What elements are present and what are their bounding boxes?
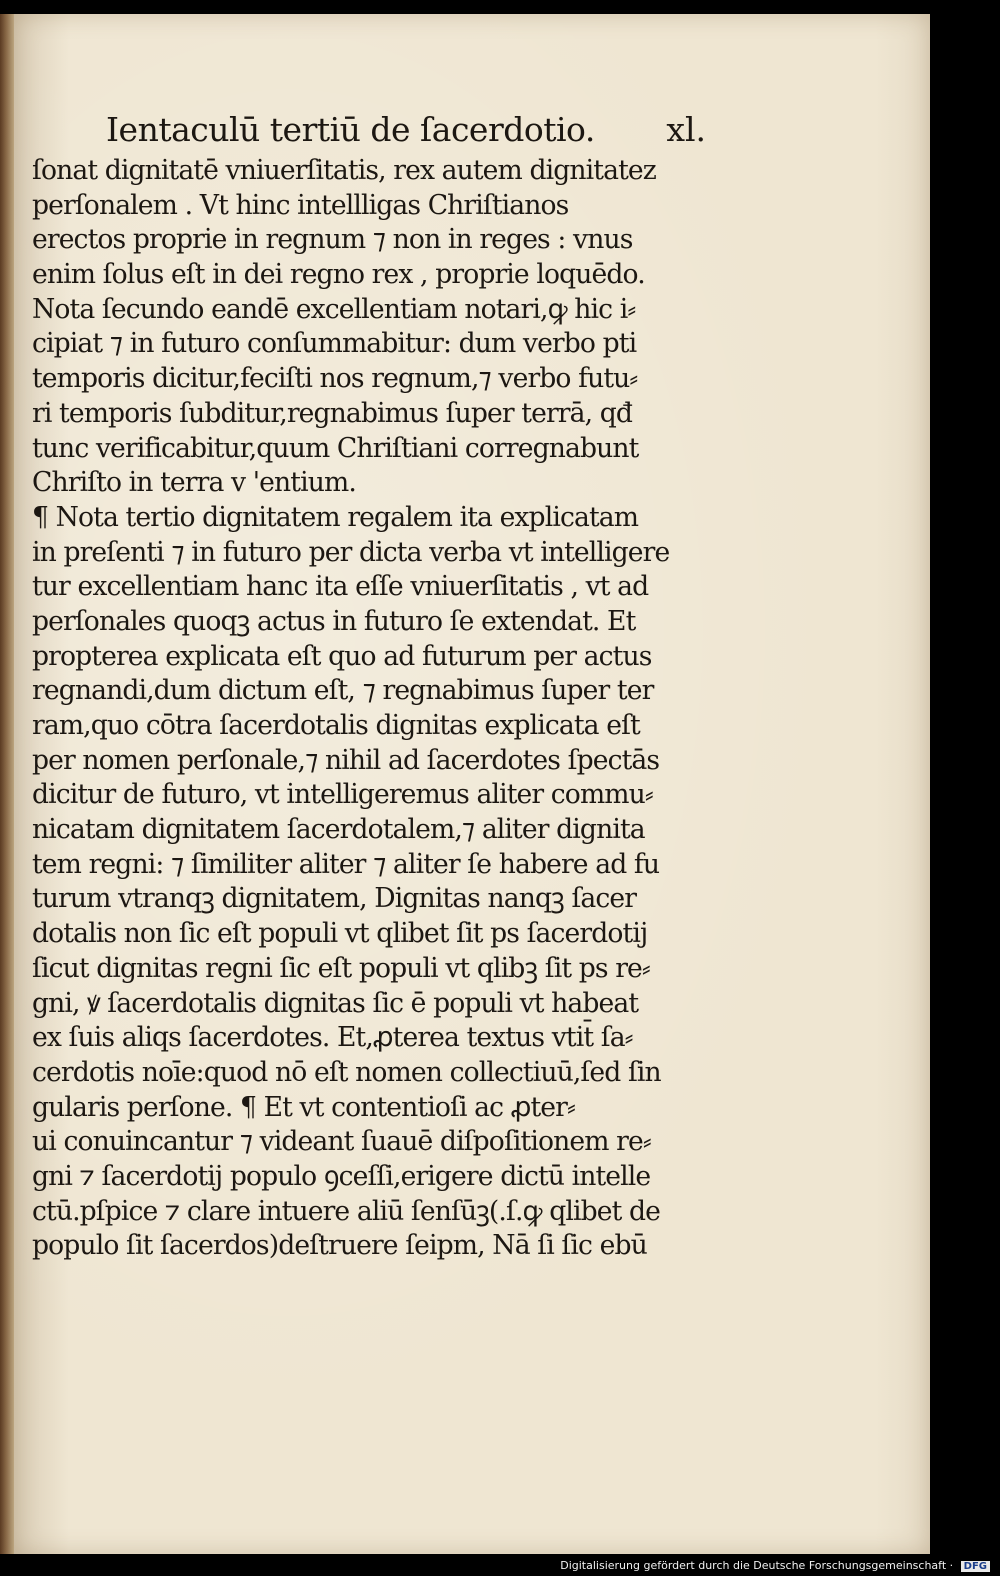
- folio-number: xl.: [666, 110, 706, 149]
- text-line: perſonales quoqꝫ actus in futuro ſe extendat. Et: [32, 605, 636, 637]
- text-line: per nomen perſonale,⁊ nihil ad ſacerdotes ſpectās: [32, 744, 660, 776]
- text-line: gni, ꝟ ſacerdotalis dignitas ſic ē populi vt habeat: [32, 987, 639, 1019]
- text-line: cipiat ⁊ in futuro conſummabitur: dum verbo pti: [32, 328, 637, 360]
- text-line: Nota ſecundo eandē excellentiam notari,ꝙ hic i⸗: [32, 293, 636, 325]
- text-line: regnandi,dum dictum eſt, ⁊ regnabimus ſuper ter: [32, 675, 654, 707]
- text-line: perſonalem . Vt hinc intellligas Chriſtianos: [32, 189, 569, 221]
- text-line: nicatam dignitatem ſacerdotalem,⁊ aliter dignita: [32, 814, 645, 846]
- text-line: turum vtranqꝫ dignitatem, Dignitas nanqꝫ ſacer: [32, 883, 637, 915]
- text-line: ui conuincantur ⁊ videant ſuauē diſpoſitionem re⸗: [32, 1126, 651, 1158]
- text-line: dicitur de futuro, vt intelligeremus aliter commu⸗: [32, 779, 653, 811]
- text-line: ¶ Nota tertio dignitatem regalem ita explicatam: [32, 501, 639, 533]
- text-line: gularis perſone. ¶ Et vt contentioſi ac ꝓter⸗: [32, 1091, 575, 1123]
- text-line: propterea explicata eſt quo ad futurum per actus: [32, 640, 652, 672]
- text-line: populo ſit ſacerdos)deſtruere ſeipm, Nā ſi ſic ebū: [32, 1230, 647, 1262]
- text-line: cerdotis noīe:quod nō eſt nomen collectiuū,ſed ſin: [32, 1056, 661, 1088]
- text-line: Chriſto in terra v 'entium.: [32, 467, 356, 499]
- text-line: tur excellentiam hanc ita eſſe vniuerſitatis , vt ad: [32, 571, 649, 603]
- text-line: ex ſuis aliqs ſacerdotes. Et,ꝓterea textus vtit̄ ſa⸗: [32, 1022, 633, 1054]
- credit-text: Digitalisierung gefördert durch die Deutsche Forschungsgemeinschaft ·: [560, 1559, 954, 1572]
- text-line: temporis dicitur,feciſti nos regnum,⁊ verbo futu⸗: [32, 363, 638, 395]
- text-line: ri temporis ſubditur,regnabimus ſuper terrā, qđ: [32, 397, 633, 429]
- text-line: in preſenti ⁊ in futuro per dicta verba vt intelligere: [32, 536, 670, 568]
- text-line: ſicut dignitas regni ſic eſt populi vt qlibꝫ ſit ps re⸗: [32, 952, 650, 984]
- running-title: Ientaculū tertiū de ſacerdotio.: [106, 110, 595, 149]
- digitization-credit: [560, 1559, 990, 1572]
- book-page: [14, 14, 930, 1554]
- text-line: ſonat dignitatē vniuerſitatis, rex autem dignitatez: [32, 155, 656, 186]
- text-line: erectos proprie in regnum ⁊ non in reges : vnus: [32, 224, 633, 256]
- text-line: gni ⁊ ſacerdotij populo ꝯceſſi,erigere dictū intelle: [32, 1160, 651, 1192]
- text-line: tem regni: ⁊ ſimiliter aliter ⁊ aliter ſe habere ad fu: [32, 848, 660, 880]
- text-block: [32, 154, 732, 1264]
- text-line: ctū.pſpice ⁊ clare intuere aliū ſenſūꝫ(.ſ.ꝙ qlibet de: [32, 1195, 661, 1227]
- page-header: [106, 110, 706, 158]
- dfg-logo: DFG: [961, 1561, 990, 1572]
- text-line: enim ſolus eſt in dei regno rex , proprie loquēdo.: [32, 259, 645, 291]
- text-line: dotalis non ſic eſt populi vt qlibet ſit ps ſacerdotij: [32, 918, 648, 950]
- text-line: ram,quo cōtra ſacerdotalis dignitas explicata eſt: [32, 710, 640, 741]
- text-line: tunc verificabitur,quum Chriſtiani corregnabunt: [32, 432, 639, 464]
